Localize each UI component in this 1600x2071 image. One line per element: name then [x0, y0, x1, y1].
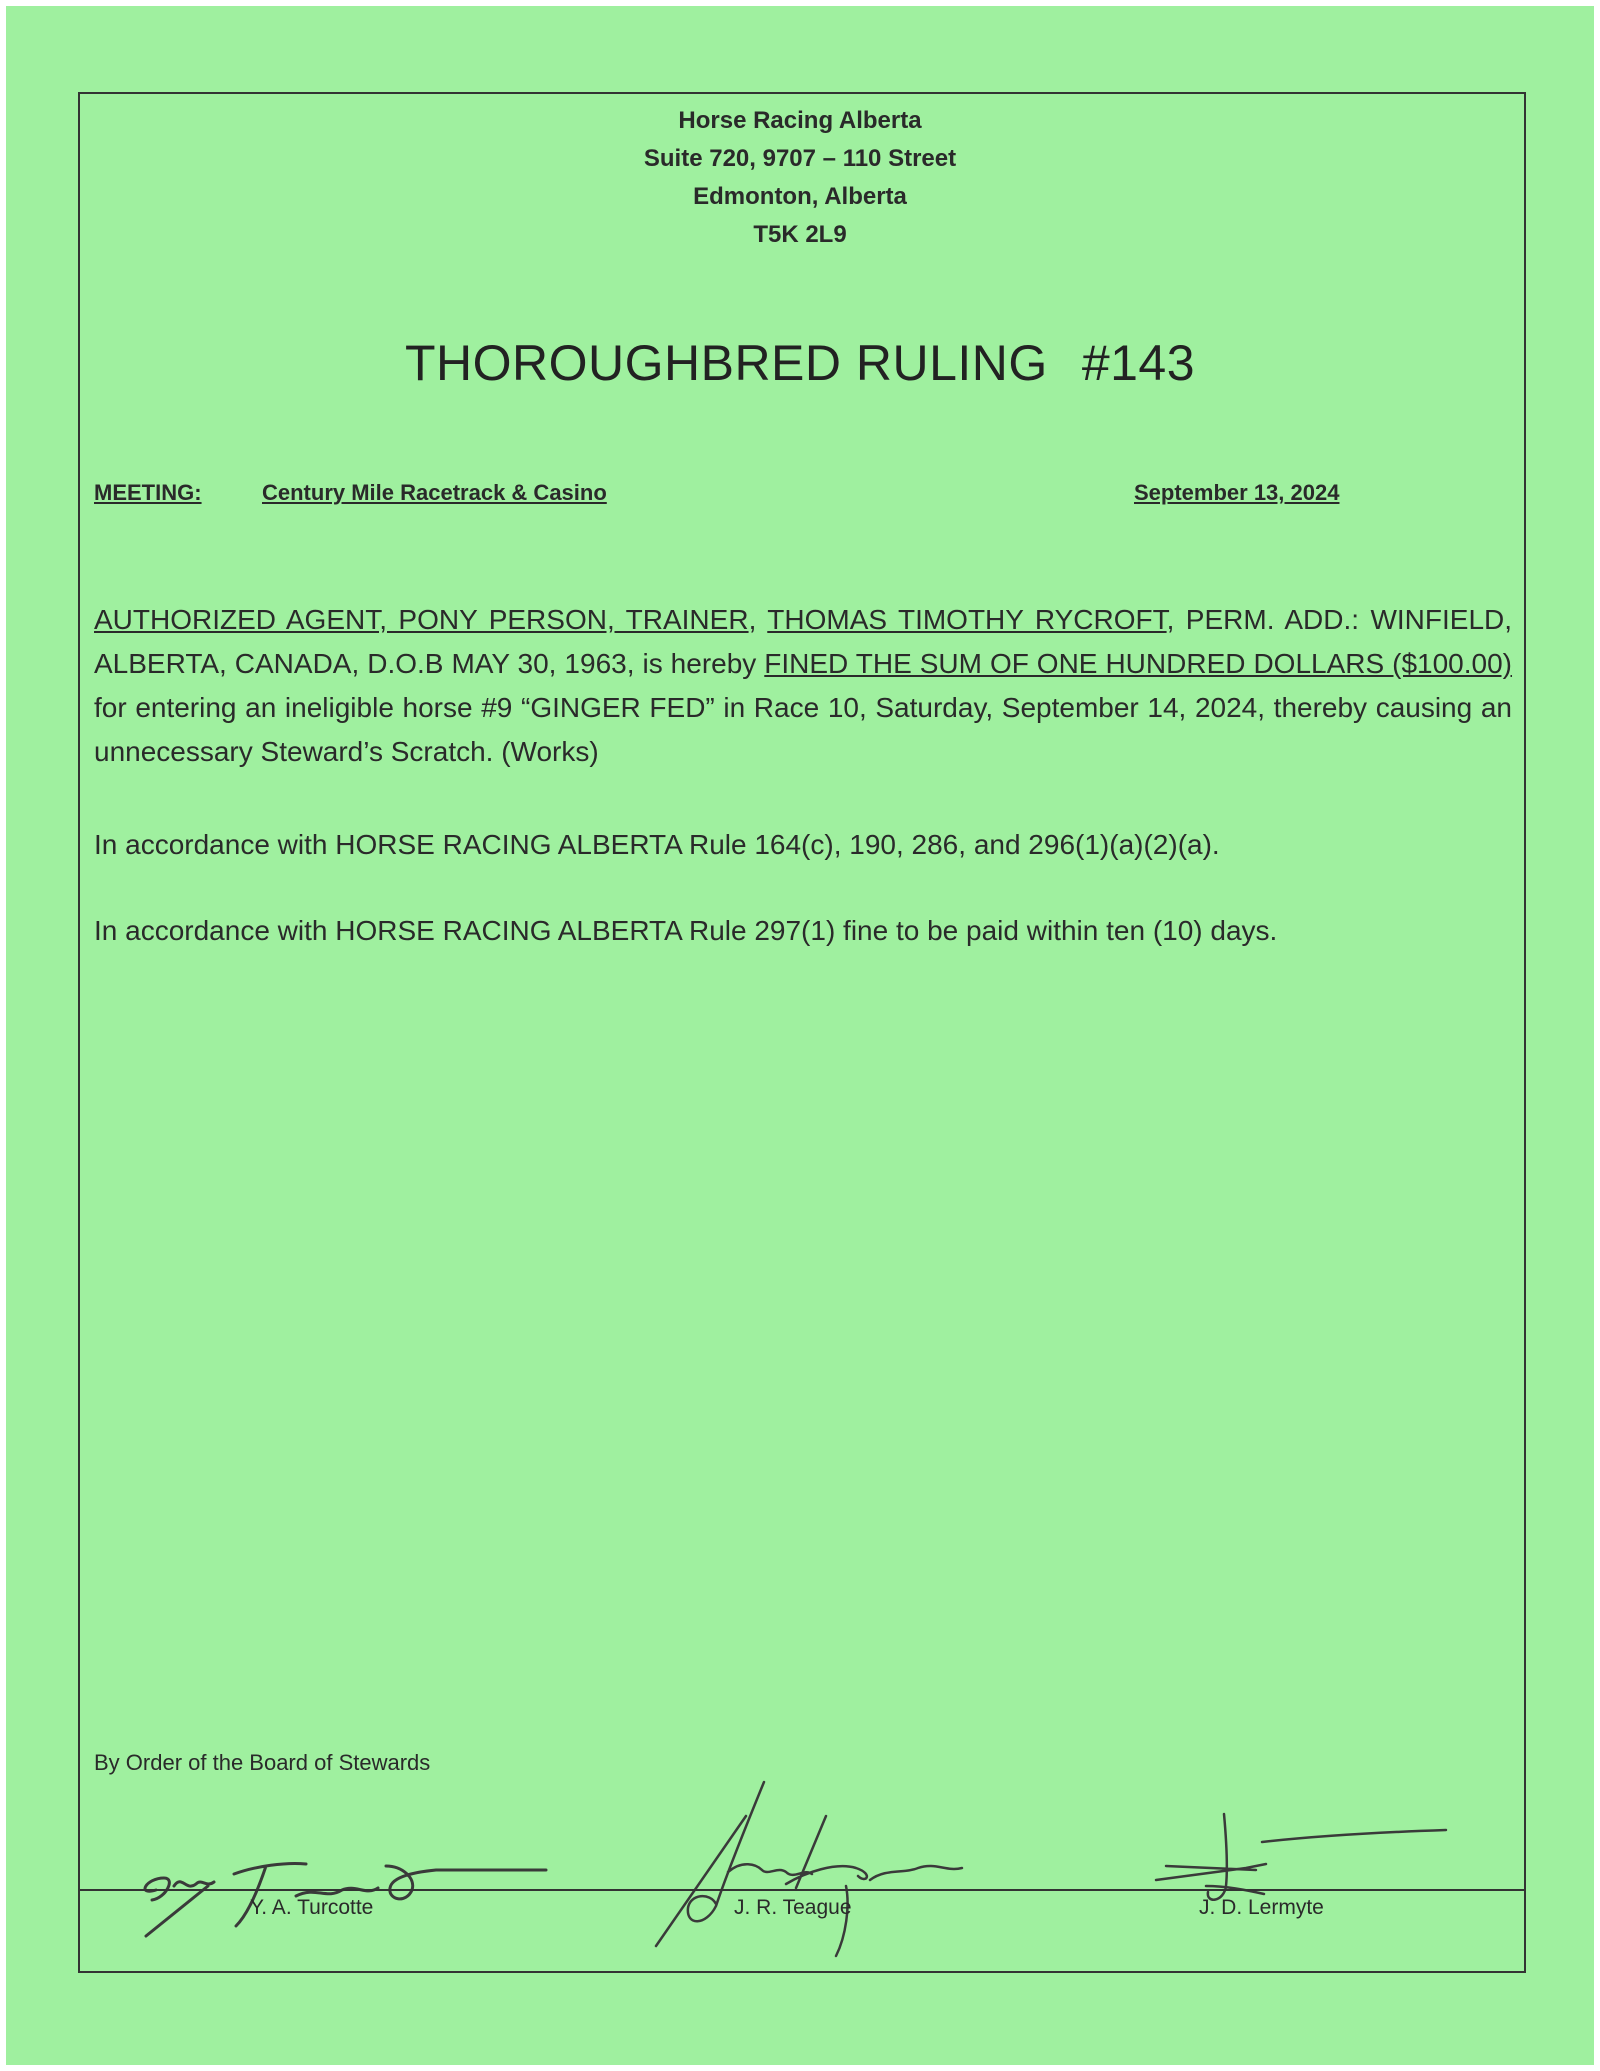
org-address-line2: Edmonton, Alberta [693, 183, 907, 210]
ruling-fine: FINED THE SUM OF ONE HUNDRED DOLLARS ($100.00) [764, 648, 1513, 679]
signature-line [80, 1889, 1524, 1891]
meeting-row [94, 480, 1374, 510]
ruling-reason: for entering an ineligible horse #9 “GINGER FED” in Race 10, Saturday, September 14, 2024, thereby causing an unnecessary Steward’s Scratch. (Works) [94, 692, 1512, 767]
meeting-venue: Century Mile Racetrack & Casino [262, 480, 607, 505]
steward-name-lermyte: J. D. Lermyte [1199, 1896, 1324, 1919]
ruling-paragraph [94, 598, 1512, 774]
ruling-details: , PERM. ADD.: WINFIELD, ALBERTA, CANADA, D.O.B MAY 30, 1963, is hereby [94, 604, 1513, 679]
org-postal-code: T5K 2L9 [753, 221, 847, 248]
meeting-label: MEETING: [94, 480, 202, 505]
meeting-date: September 13, 2024 [1134, 480, 1340, 505]
teague-signature [646, 1776, 966, 1966]
ruling-number: #143 [1081, 335, 1196, 391]
org-name: Horse Racing Alberta [678, 107, 922, 134]
ruling-separator: , [748, 604, 768, 635]
payment-rule-reference: In accordance with HORSE RACING ALBERTA Rule 297(1) fine to be paid within ten (10) days. [94, 915, 1278, 946]
org-address-line1: Suite 720, 9707 – 110 Street [643, 145, 957, 172]
steward-name-teague: J. R. Teague [734, 1896, 852, 1919]
board-order-text: By Order of the Board of Stewards [94, 1750, 431, 1775]
rule-reference: In accordance with HORSE RACING ALBERTA Rule 164(c), 190, 286, and 296(1)(a)(2)(a). [94, 829, 1220, 860]
ruling-roles: AUTHORIZED AGENT, PONY PERSON, TRAINER [94, 604, 749, 635]
ruling-title-text: THOROUGHBRED RULING [404, 335, 1048, 391]
steward-name-turcotte: Y. A. Turcotte [250, 1896, 374, 1919]
letterhead [6, 102, 1594, 254]
ruling-person-name: THOMAS TIMOTHY RYCROFT [767, 604, 1167, 635]
ruling-title [6, 334, 1594, 392]
ruling-sheet [6, 6, 1594, 2065]
